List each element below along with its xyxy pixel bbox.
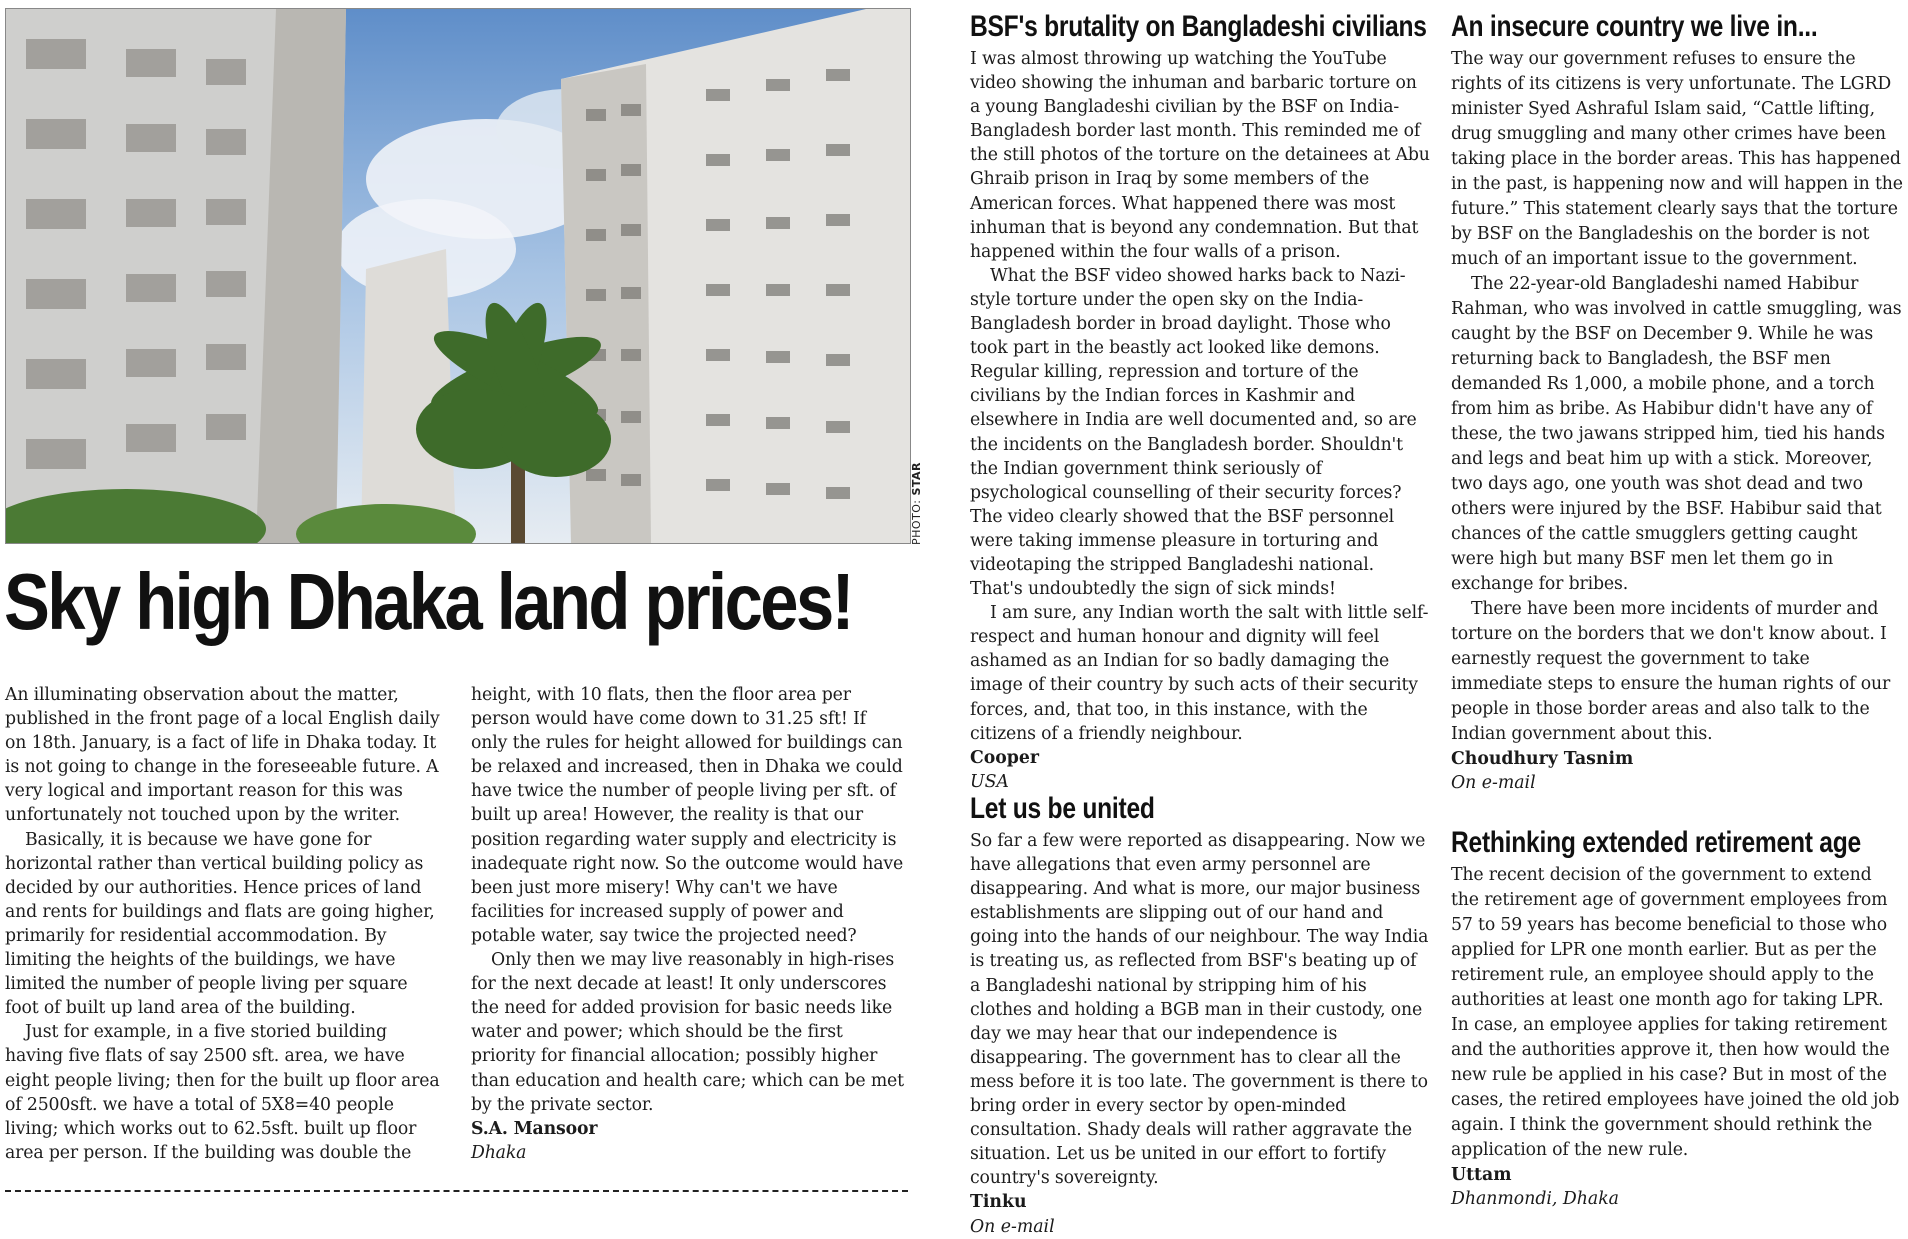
credit-source: STAR xyxy=(910,461,923,496)
paragraph: The way our government refuses to ensure the rights of its citizens is very unfortunate. The LGRD minister Syed Ashraful Islam said, “Cattle lifting, drug smuggling and many other crimes have been taking place in the border areas. This has happened in the past, is happening now and will happen in the future.” This statement clearly says that the torture by BSF on the Bangladeshis on the border is not much of an important issue to the government. xyxy=(1451,49,1903,269)
paragraph: height, with 10 flats, then the floor area per person would have come down to 31.25 sft! If only the rules for height allowed for buildings can be relaxed and increased, then in Dhaka we could have twice the number of people living per sft. of built up area! However, the reality is that our position regarding water supply and electricity is inadequate right now. So the outcome would have been just more misery! Why can't we have facilities for increased supply of power and potable water, say twice the projected need? xyxy=(471,685,904,946)
section-divider xyxy=(5,1190,908,1192)
location: Dhaka xyxy=(471,1142,527,1163)
paragraph: There have been more incidents of murder and torture on the borders that we don't know about. I earnestly request the government to take immediate steps to ensure the human rights of our people in those border areas and also talk to the Indian government about this. xyxy=(1451,599,1891,744)
paragraph: Basically, it is because we have gone for horizontal rather than vertical building policy as decided by our authorities. Hence prices of land and rents for buildings and flats are going higher, primarily for residential accommodation. By limiting the heights of the buildings, we have limited the number of people living per square foot of built up land area of the building. xyxy=(5,829,435,1019)
article-body xyxy=(970,47,1430,746)
paragraph: Only then we may live reasonably in high-rises for the next decade at least! It only underscores the need for added provision for basic needs like water and power; which should be the first priority for financial allocation; possibly higher than education and health care; which can be met by the private sector. xyxy=(471,950,904,1115)
article-body xyxy=(970,829,1430,1190)
be-united-article xyxy=(970,792,1430,1239)
paragraph: I am sure, any Indian worth the salt with little self-respect and human honour and dignity will feel ashamed as an Indian for so badly damaging the image of their country by such acts of their security forces, and, that too, in this instance, with the citizens of a friendly neighbour. xyxy=(970,603,1429,744)
land-prices-title: Sky high Dhaka land prices! xyxy=(4,557,852,646)
location: USA xyxy=(970,771,1009,792)
article-title: An insecure country we live in... xyxy=(1451,10,1818,43)
insecure-article xyxy=(1451,10,1903,795)
paragraph: The 22-year-old Bangladeshi named Habibur Rahman, who was involved in cattle smuggling, was caught by the BSF on December 9. While he was returning back to Bangladesh, the BSF men demanded Rs 1,000, a mobile phone, and a torch from him as bribe. As Habibur didn't have any of these, the two jawans stripped him, tied his hands and legs and beat him up with a stick. Moreover, two days ago, one youth was shot dead and two others were injured by the BSF. Habibur said that chances of the cattle smugglers getting caught were high but many BSF men let them go in exchange for bribes. xyxy=(1451,274,1902,594)
signature: Uttam xyxy=(1451,1165,1512,1185)
paragraph: What the BSF video showed harks back to Nazi-style torture under the open sky on the India-Bangladesh border in broad daylight. Those who took part in the beastly act looked like demons. Regular killing, repression and torture of the civilians by the Indian forces in Kashmir and elsewhere in India are well documented and, so are the incidents on the Bangladesh border. Shouldn't the Indian government think seriously of psychological counselling of their security forces? The video clearly showed that the BSF personnel were taking immense pleasure in torturing and videotaping the stripped Bangladeshi national. That's undoubtedly the sign of sick minds! xyxy=(970,265,1417,600)
land-prices-col1 xyxy=(5,683,441,1165)
signature: Cooper xyxy=(970,747,1039,768)
location: Dhanmondi, Dhaka xyxy=(1451,1189,1619,1210)
article-title: BSF's brutality on Bangladeshi civilians xyxy=(970,10,1427,43)
paragraph: Just for example, in a five storied building having five flats of say 2500 sft. area, we have eight people living; then for the built up floor area of 2500sft. we have a total of 5X8=40 people living; which works out to 62.5sft. built up floor area per person. If the building was double the xyxy=(5,1022,440,1163)
article-body xyxy=(1451,47,1903,747)
paragraph: An illuminating observation about the matter, published in the front page of a local English daily on 18th. January, is a fact of life in Dhaka today. It is not going to change in the foreseeable future. A very logical and important reason for this was unfortunately not touched upon by the writer. xyxy=(5,685,440,826)
retirement-article xyxy=(1451,826,1903,1211)
location: On e-mail xyxy=(970,1216,1055,1237)
paragraph: I was almost throwing up watching the YouTube video showing the inhuman and barbaric torture on a young Bangladeshi civilian by the BSF on India-Bangladesh border last month. This reminded me of the still photos of the torture on the detainees at Abu Ghraib prison in Iraq by some members of the American forces. What happened there was most inhuman that is beyond any condemnation. But that happened within the four walls of a prison. xyxy=(970,49,1430,262)
bsf-brutality-article xyxy=(970,10,1430,794)
location: On e-mail xyxy=(1451,773,1536,794)
signature: Tinku xyxy=(970,1192,1027,1213)
credit-label: PHOTO: xyxy=(910,499,923,545)
article-body xyxy=(1451,863,1903,1163)
apartment-buildings-photo xyxy=(5,8,911,544)
article-title: Let us be united xyxy=(970,792,1155,825)
buildings-illustration xyxy=(6,9,910,543)
paragraph: So far a few were reported as disappearing. Now we have allegations that even army personnel are disappearing. And what is more, our major business establishments are slipping out of our hand and going into the hands of our neighbour. The way India is treating us, as reflected from BSF's beating up of a Bangladeshi national by stripping him of his clothes and holding a BGB man in their custody, one day we may hear that our independence is disappearing. The government has to clear all the mess before it is too late. The government is there to bring order in every sector by open-minded consultation. Shady deals will rather aggravate the situation. Let us be united in our effort to fortify country's sovereignty. xyxy=(970,831,1429,1189)
signature: S.A. Mansoor xyxy=(471,1118,598,1139)
photo-credit xyxy=(910,461,930,545)
land-prices-col2 xyxy=(471,683,907,1165)
signature: Choudhury Tasnim xyxy=(1451,749,1634,769)
article-title: Rethinking extended retirement age xyxy=(1451,826,1861,859)
paragraph: The recent decision of the government to extend the retirement age of government employees from 57 to 59 years has become beneficial to those who applied for LPR one month earlier. But as per the retirement rule, an employee should apply to the authorities at least one month ago for taking LPR. In case, an employee applies for taking retirement and the authorities approve it, then how would the new rule be applied in his case? But in most of the cases, the retired employees have joined the old job again. I think the government should rethink the application of the new rule. xyxy=(1451,865,1900,1160)
